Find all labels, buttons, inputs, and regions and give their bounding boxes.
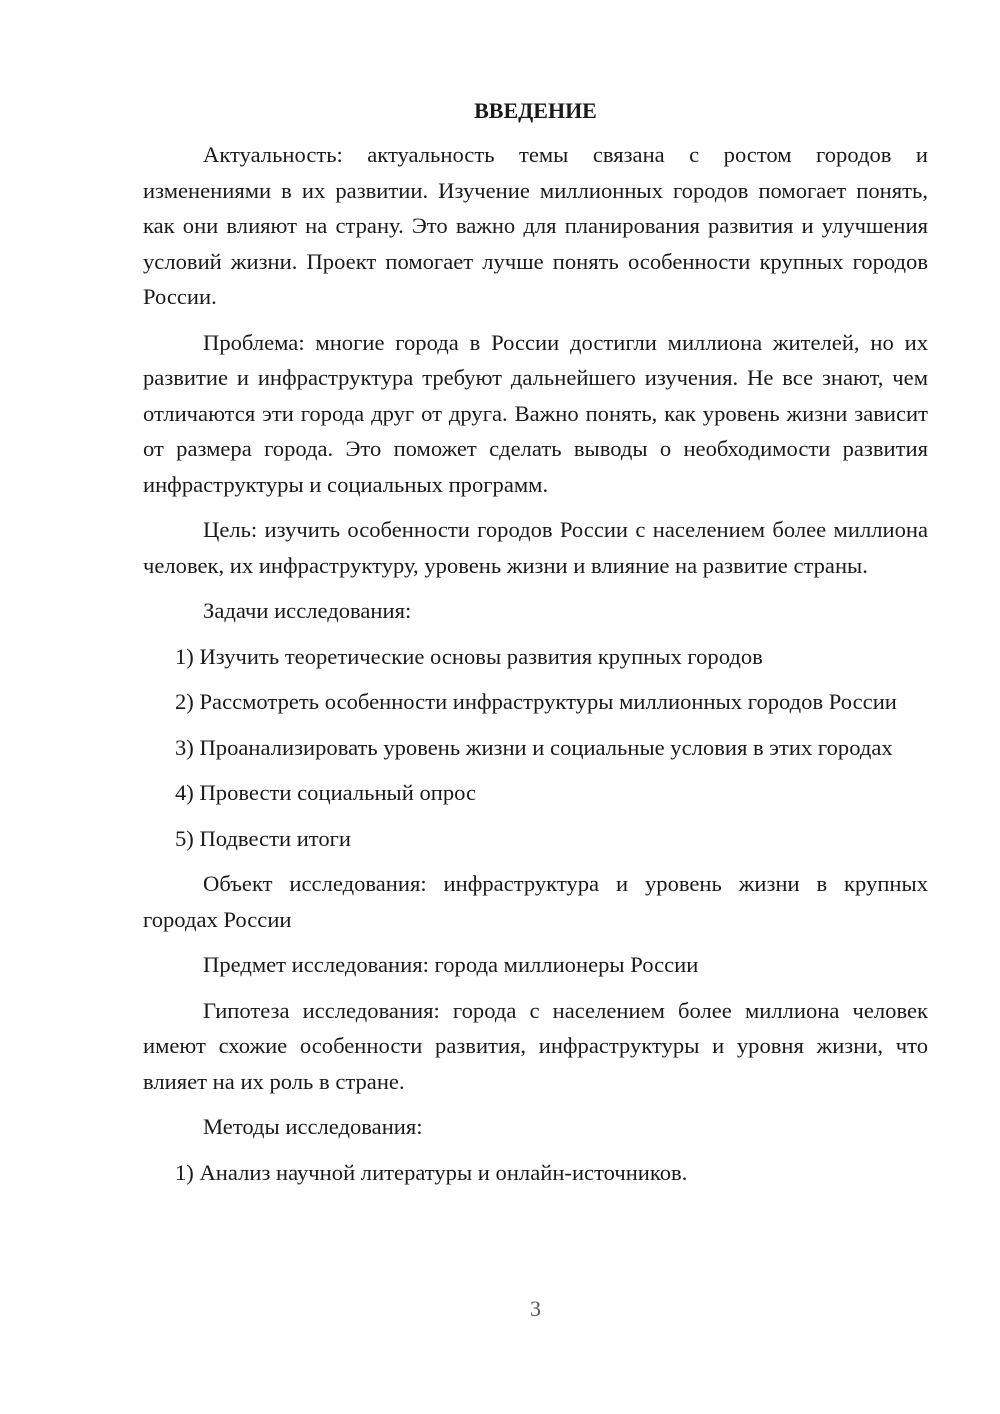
tasks-heading: Задачи исследования: (203, 598, 412, 623)
task-item: 1) Изучить теоретические основы развития крупных городов (175, 643, 763, 669)
task-item: 5) Подвести итоги (175, 825, 352, 851)
task-item: 3) Проанализировать уровень жизни и социальные условия в этих городах (175, 734, 893, 760)
problem-paragraph: Проблема: многие города в России достигли миллиона жителей, но их развитие и инфраструктура требуют дальнейшего изучения. Не все знают, чем отличаются эти города друг от друга. Важно понять, как уровень жизни зависит от размера города. Это поможет сделать выводы о необходимости развития инфраструктуры и социальных программ. (143, 329, 928, 497)
document-page (143, 95, 928, 1200)
goal-paragraph: Цель: изучить особенности городов России с населением более миллиона человек, их инфраструктуру, уровень жизни и влияние на развитие страны. (143, 517, 928, 578)
section-title: ВВЕДЕНИЕ (474, 98, 597, 123)
hypothesis-paragraph: Гипотеза исследования: города с населением более миллиона человек имеют схожие особенности развития, инфраструктуры и уровня жизни, что влияет на их роль в стране. (143, 997, 928, 1094)
task-item: 2) Рассмотреть особенности инфраструктуры миллионных городов России (175, 689, 897, 714)
method-item: 1) Анализ научной литературы и онлайн-источников. (175, 1159, 688, 1185)
object-paragraph: Объект исследования: инфраструктура и уровень жизни в крупных городах России (143, 871, 928, 932)
task-item: 4) Провести социальный опрос (175, 780, 477, 805)
subject-paragraph: Предмет исследования: города миллионеры России (203, 952, 699, 977)
methods-heading: Методы исследования: (203, 1114, 423, 1139)
relevance-paragraph: Актуальность: актуальность темы связана с ростом городов и изменениями в их развитии. Изучение миллионных городов помогает понять, как они влияют на страну. Это важно для планирования развития и улучшения условий жизни. Проект помогает лучше понять особенности крупных городов России. (143, 142, 928, 309)
page-number: 3 (530, 1296, 541, 1321)
